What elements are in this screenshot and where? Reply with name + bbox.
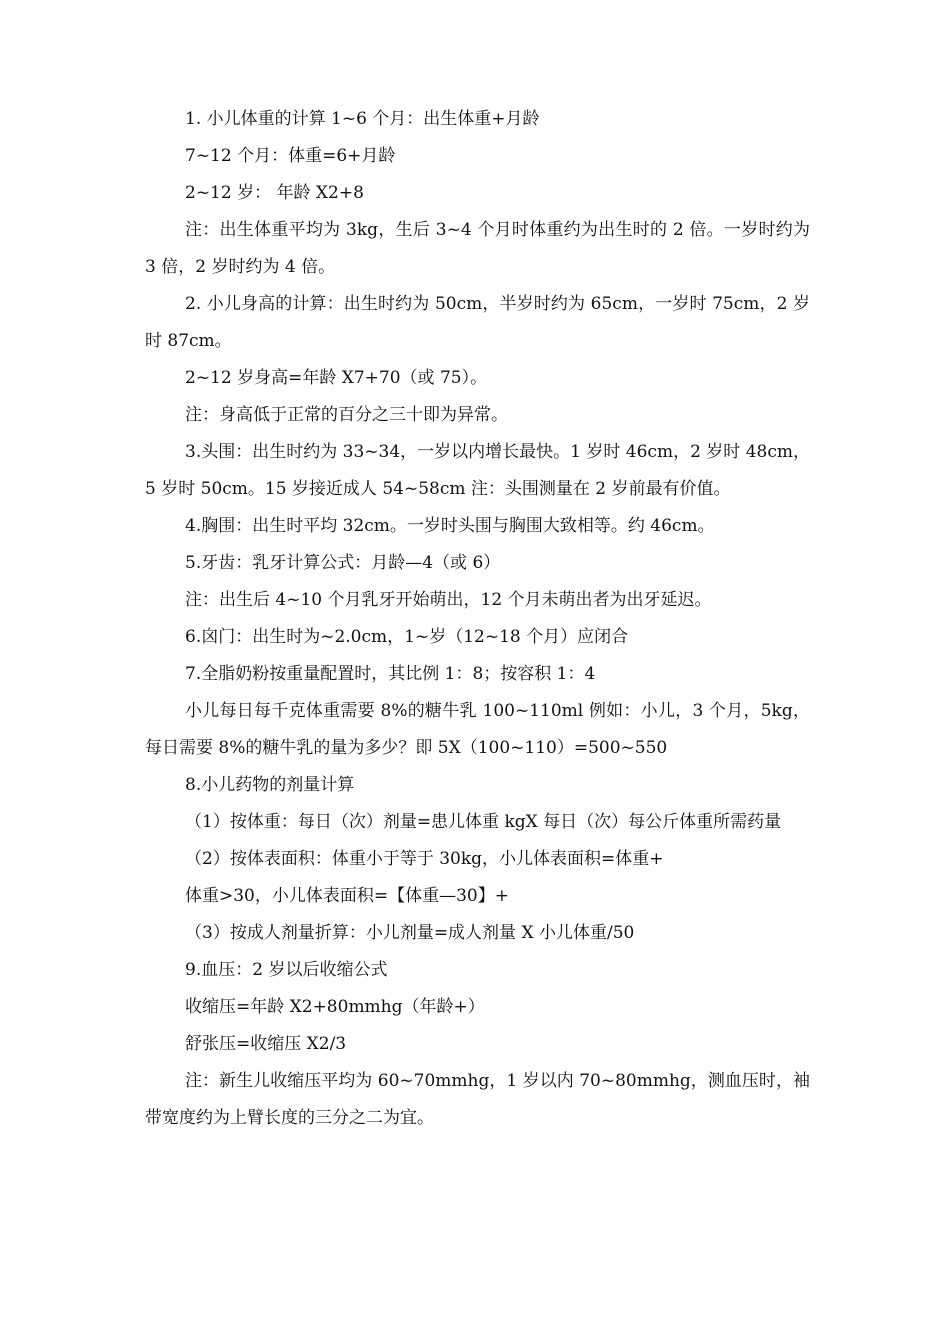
para-weight-7-12-months: 7~12 个月：体重=6+月龄 <box>185 146 396 166</box>
para-height-formula: 2~12 岁身高=年龄 X7+70（或 75）。 <box>185 368 488 388</box>
para-weight-1-6-months: 1. 小儿体重的计算 1~6 个月：出生体重+月龄 <box>185 109 540 129</box>
para-milk-powder: 7.全脂奶粉按重量配置时，其比例 1：8；按容积 1：4 <box>185 664 596 684</box>
document-page <box>145 101 810 1137</box>
para-surface-area-over-30: 体重>30，小儿体表面积=【体重—30】+ <box>185 886 509 906</box>
para-dosage-adult-conversion: （3）按成人剂量折算：小儿剂量=成人剂量 X 小儿体重/50 <box>185 923 635 943</box>
para-blood-pressure-title: 9.血压：2 岁以后收缩公式 <box>185 960 388 980</box>
para-fontanelle: 6.囟门：出生时为~2.0cm，1~岁（12~18 个月）应闭合 <box>185 627 629 647</box>
para-drug-dosage-title: 8.小儿药物的剂量计算 <box>185 775 355 795</box>
para-teeth-note: 注：出生后 4~10 个月乳牙开始萌出，12 个月未萌出者为出牙延迟。 <box>185 590 712 610</box>
para-weight-note: 注：出生体重平均为 3kg，生后 3~4 个月时体重约为出生时的 2 倍。一岁时约为 3 倍，2 岁时约为 4 倍。 <box>145 220 810 277</box>
para-head-circumference: 3.头围：出生时约为 33~34，一岁以内增长最快。1 岁时 46cm，2 岁时 48cm，5 岁时 50cm。15 岁接近成人 54~58cm 注：头围测量在 2 岁前最有价值。 <box>145 442 810 499</box>
para-weight-2-12-years: 2~12 岁： 年龄 X2+8 <box>185 183 364 203</box>
para-height-note: 注：身高低于正常的百分之三十即为异常。 <box>185 405 508 425</box>
para-milk-requirement: 小儿每日每千克体重需要 8%的糖牛乳 100~110ml 例如：小儿，3 个月，5kg，每日需要 8%的糖牛乳的量为多少？即 5X（100~110）=500~550 <box>145 701 810 758</box>
para-blood-pressure-note: 注：新生儿收缩压平均为 60~70mmhg，1 岁以内 70~80mmhg，测血压时，袖带宽度约为上臂长度的三分之二为宜。 <box>145 1071 810 1128</box>
para-height: 2. 小儿身高的计算：出生时约为 50cm，半岁时约为 65cm，一岁时 75cm，2 岁时 87cm。 <box>145 294 810 351</box>
para-dosage-by-surface-area: （2）按体表面积：体重小于等于 30kg，小儿体表面积=体重+ <box>185 849 664 869</box>
para-teeth: 5.牙齿：乳牙计算公式：月龄—4（或 6） <box>185 553 501 573</box>
para-diastolic-formula: 舒张压=收缩压 X2/3 <box>185 1034 347 1054</box>
para-dosage-by-weight: （1）按体重：每日（次）剂量=患儿体重 kgX 每日（次）每公斤体重所需药量 <box>185 812 782 832</box>
para-systolic-formula: 收缩压=年龄 X2+80mmhg（年龄+） <box>185 997 485 1017</box>
para-chest-circumference: 4.胸围：出生时平均 32cm。一岁时头围与胸围大致相等。约 46cm。 <box>185 516 715 536</box>
